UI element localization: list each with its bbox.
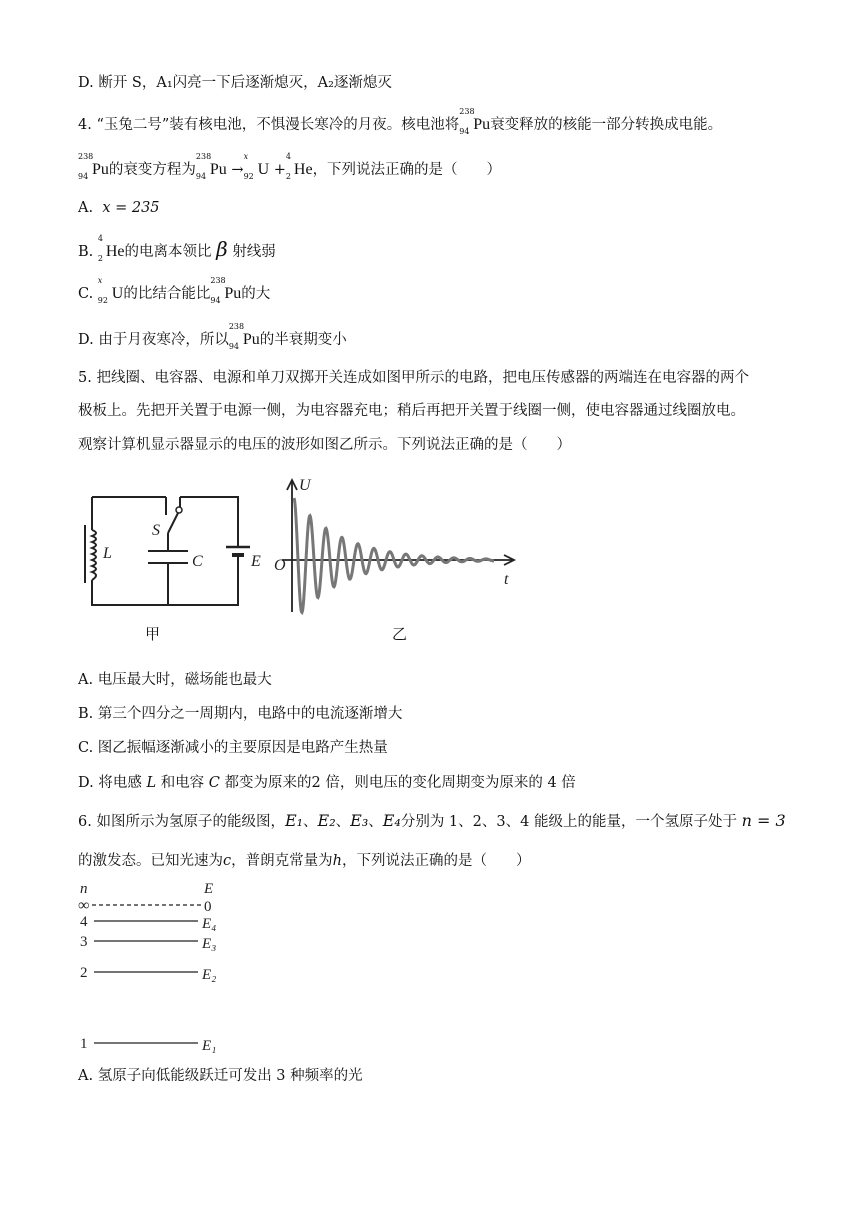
caption-yi: 乙: [392, 625, 408, 643]
level-2-n: 2: [80, 965, 88, 981]
level-3-e: E₃: [202, 936, 217, 952]
nuclide-pu: 238 94 Pu: [195, 152, 227, 181]
nuclide-u: x 92 U: [97, 276, 124, 305]
q6-option-a: A. 氢原子向低能级跃迁可发出 3 种频率的光: [78, 1068, 363, 1084]
nuclide-pu: 238 94 Pu: [210, 276, 242, 305]
e-axis-label: E: [204, 881, 214, 897]
q4-stem-part2: 衰变释放的核能一部分转换成电能。: [490, 117, 723, 133]
level-2-e: E₂: [202, 967, 217, 983]
label-c: C: [192, 553, 203, 570]
nuclide-he: 4 2 He: [97, 234, 125, 263]
level-4-n: 4: [80, 914, 88, 930]
q4-stem-line2: [78, 152, 502, 181]
q4-stem-part4: ，下列说法正确的是（ ）: [312, 162, 502, 178]
nuclide-he: 4 2 He: [285, 152, 313, 181]
level-1-e: E₁: [202, 1038, 217, 1054]
caption-jia: 甲: [145, 625, 161, 643]
q5-stem-line2: 极板上。先把开关置于电源一侧，为电容器充电；稍后再把开关置于线圈一侧，使电容器通过线圈放电。: [78, 403, 745, 419]
plus-sign: +: [273, 162, 286, 178]
q6-stem-line2: 的激发态。已知光速为c，普朗克常量为h，下列说法正确的是（ ）: [78, 853, 531, 869]
zero-label: 0: [204, 899, 212, 915]
q6-stem-line1: 6. 如图所示为氢原子的能级图，E₁、E₂、E₃、E₄分别为 1、2、3、4 能级上的能量，一个氢原子处于 n = 3: [78, 811, 786, 830]
damped-wave-curve: [294, 498, 494, 612]
label-s: S: [152, 522, 160, 539]
nuclide-pu: 238 94 Pu: [228, 322, 260, 351]
level-1-n: 1: [80, 1036, 88, 1052]
nuclide-pu: 238 94 Pu: [459, 107, 491, 136]
infinity-label: ∞: [78, 897, 90, 914]
beta-symbol: β: [216, 237, 228, 261]
q5-stem-line1: 5. 把线圈、电容器、电源和单刀双掷开关连成如图甲所示的电路，把电压传感器的两端连在电容器的两个: [78, 370, 749, 386]
q5-option-b: B. 第三个四分之一周期内，电路中的电流逐渐增大: [78, 706, 403, 722]
q5-option-a: A. 电压最大时，磁场能也最大: [78, 672, 272, 688]
voltage-waveform-graph: [272, 472, 522, 622]
q5-stem-line3: 观察计算机显示器显示的电压的波形如图乙所示。下列说法正确的是（ ）: [78, 437, 571, 453]
q4-stem-line1: [78, 107, 723, 136]
lc-circuit-diagram: [78, 485, 278, 645]
label-e: E: [251, 553, 261, 570]
label-u: U: [299, 477, 311, 494]
nuclide-u: x 92 U: [243, 152, 270, 181]
level-3-n: 3: [80, 934, 88, 950]
label-l: L: [103, 545, 112, 562]
q5-option-c: C. 图乙振幅逐渐减小的主要原因是电路产生热量: [78, 740, 388, 756]
energy-level-diagram: [76, 876, 236, 1056]
label-t: t: [504, 571, 509, 588]
q4-option-c: C. x 92 U的比结合能比 238 94 Pu的大: [78, 276, 271, 305]
q4-stem-part3: 的衰变方程为: [108, 162, 196, 178]
q4-stem-part1: 4. “玉兔二号”装有核电池，不惧漫长寒冷的月夜。核电池将: [78, 117, 460, 133]
q4-option-a: A. x = 235: [78, 200, 160, 216]
q4-option-d: D. 由于月夜寒冷，所以 238 94 Pu的半衰期变小: [78, 322, 347, 351]
n-axis-label: n: [80, 881, 88, 897]
label-o: O: [274, 557, 286, 574]
q5-option-d: D. 将电感 L 和电容 C 都变为原来的2 倍，则电压的变化周期变为原来的 4 倍: [78, 775, 576, 791]
decay-arrow: →: [231, 162, 244, 178]
q4-option-b: B. 4 2 He的电离本领比 β 射线弱: [78, 234, 276, 263]
nuclide-pu: 238 94 Pu: [78, 152, 109, 181]
level-4-e: E₄: [202, 916, 217, 932]
q3-option-d: D. 断开 S，A₁闪亮一下后逐渐熄灭，A₂逐渐熄灭: [78, 75, 392, 91]
